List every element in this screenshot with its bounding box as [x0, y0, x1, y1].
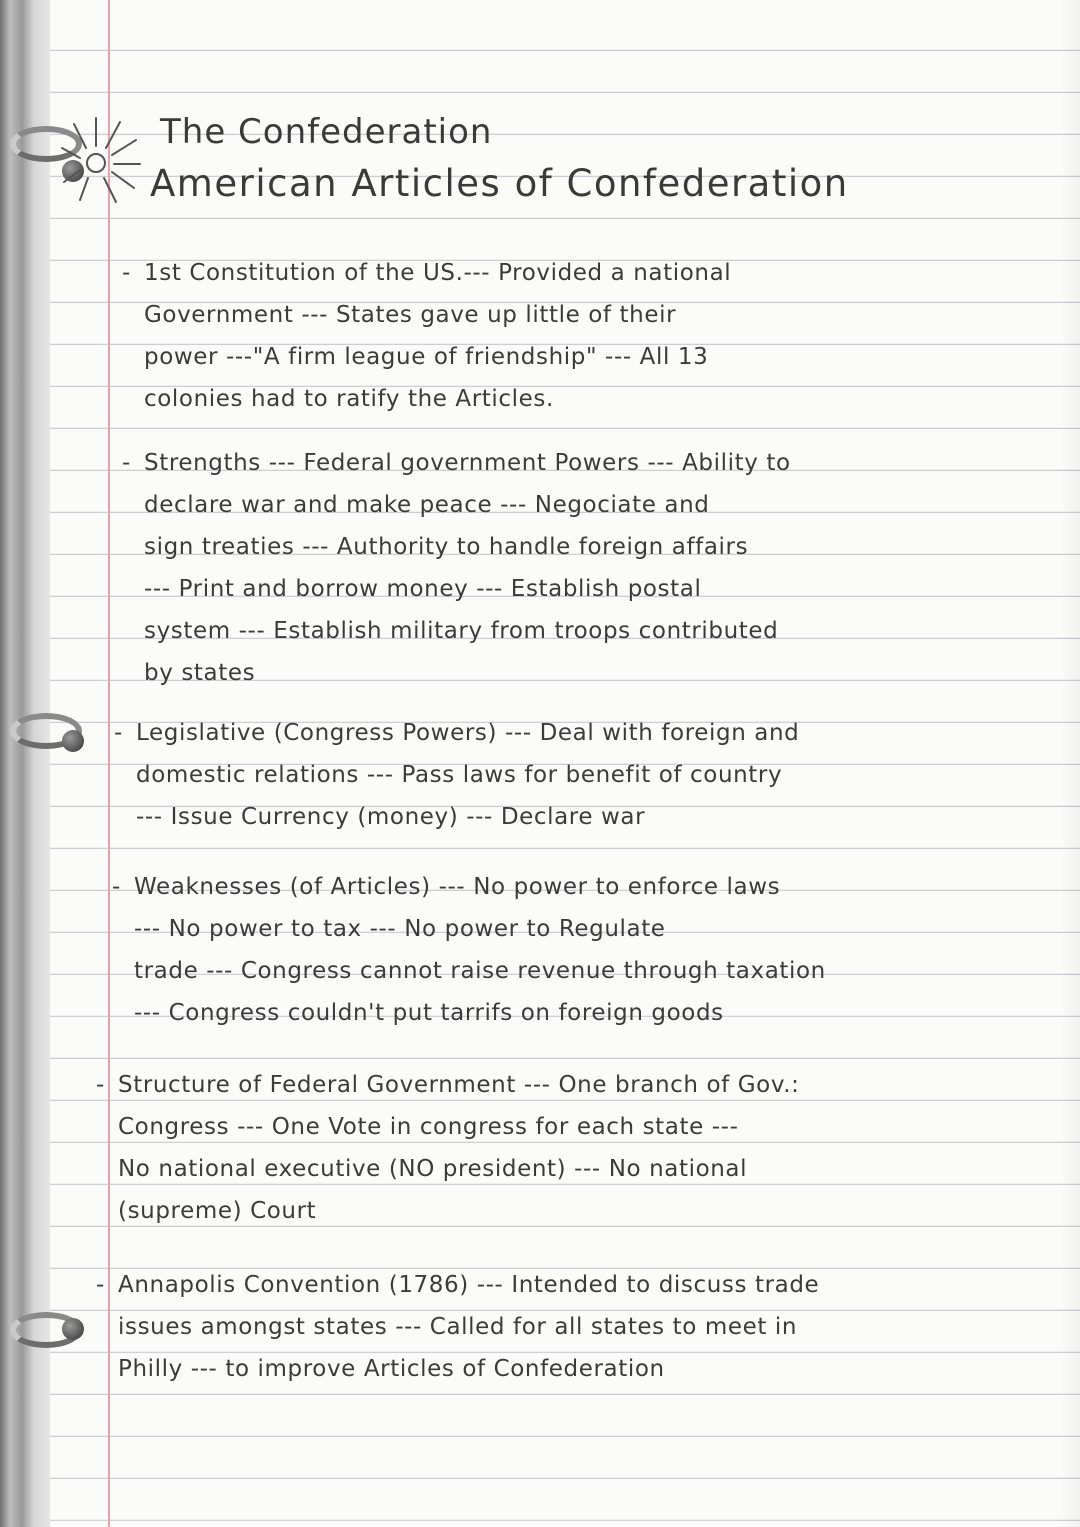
note-bullet: -: [122, 260, 131, 286]
page-subtitle: American Articles of Confederation: [150, 162, 849, 205]
note-bullet: -: [122, 450, 131, 476]
note-weaknesses: [112, 866, 826, 1034]
note-text: Legislative (Congress Powers) --- Deal with foreign and domestic relations --- Pass laws for benefit of country --- Issue Currency (money) --- Declare war: [136, 720, 800, 830]
note-text: Weaknesses (of Articles) --- No power to enforce laws --- No power to tax --- No power to Regulate trade --- Congress cannot raise revenue through taxation --- Congress couldn't put tarrifs on foreign goods: [134, 874, 826, 1026]
note-bullet: -: [96, 1072, 105, 1098]
binder-spine: [0, 0, 50, 1527]
note-text: Strengths --- Federal government Powers --- Ability to declare war and make peace --- Negociate and sign treaties --- Authority to handle foreign affairs --- Print and borrow money --- Establish postal system --- Establish military from troops contributed by states: [144, 450, 791, 686]
binder-ring-knob-icon: [62, 730, 84, 752]
sun-doodle-icon: [58, 108, 148, 208]
note-bullet: -: [96, 1272, 105, 1298]
note-legislative: [114, 712, 799, 838]
note-text: Annapolis Convention (1786) --- Intended to discuss trade issues amongst states --- Called for all states to meet in Philly --- to improve Articles of Confederation: [118, 1272, 820, 1382]
note-strengths: [122, 442, 791, 694]
note-text: Structure of Federal Government --- One branch of Gov.: Congress --- One Vote in congress for each state --- No national executive (NO president) --- No national (supreme) Court: [118, 1072, 800, 1224]
page-edge-shadow: [1060, 0, 1080, 1527]
page-title: The Confederation: [160, 112, 493, 152]
note-constitution: [122, 252, 731, 420]
note-text: 1st Constitution of the US.--- Provided a national Government --- States gave up little of their power ---"A firm league of friendship" --- All 13 colonies had to ratify the Articles.: [144, 260, 732, 412]
note-bullet: -: [112, 874, 121, 900]
binder-ring-knob-icon: [62, 1318, 84, 1340]
note-structure: [96, 1064, 800, 1232]
note-bullet: -: [114, 720, 123, 746]
note-annapolis: [96, 1264, 819, 1390]
